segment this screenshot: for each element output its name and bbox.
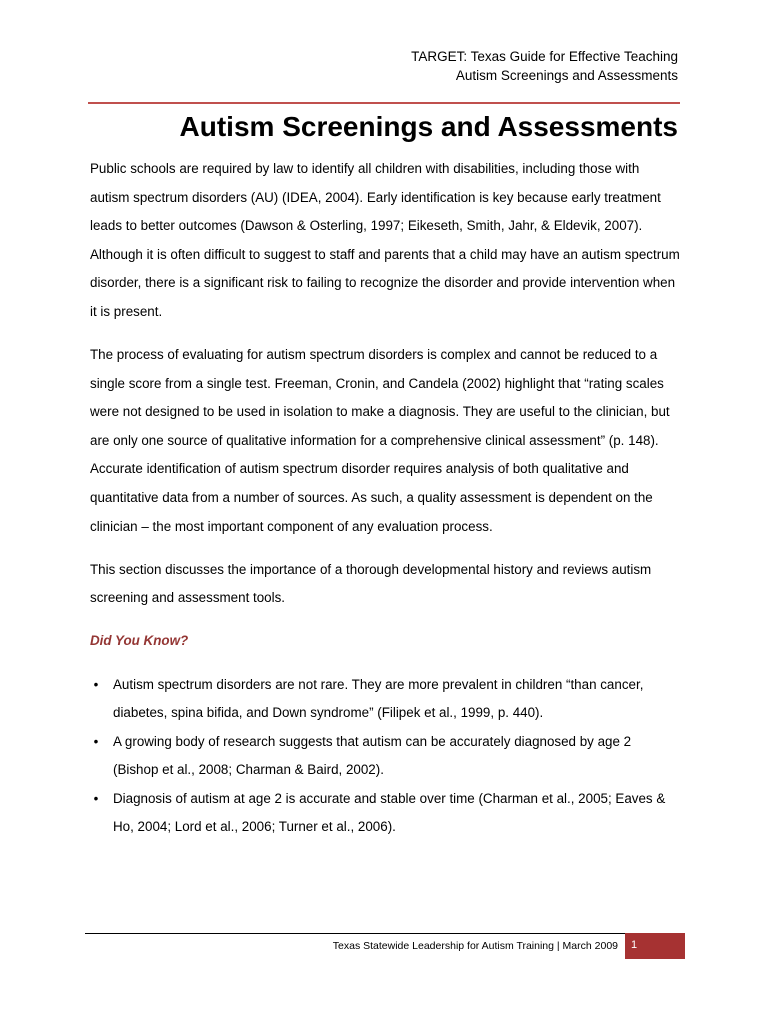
header-line-1: TARGET: Texas Guide for Effective Teaching bbox=[411, 49, 678, 64]
did-you-know-heading: Did You Know? bbox=[90, 633, 189, 649]
list-item-text: A growing body of research suggests that autism can be accurately diagnosed by age 2 (Bishop et al., 2008; Charman & Baird, 2002). bbox=[113, 733, 632, 778]
list-item bbox=[90, 728, 680, 785]
list-item bbox=[90, 671, 680, 728]
running-header bbox=[411, 47, 678, 85]
paragraph-section-overview: This section discusses the importance of a thorough developmental history and reviews autism screening and assessment tools. bbox=[90, 561, 652, 606]
list-item bbox=[90, 785, 680, 842]
did-you-know-list bbox=[90, 671, 680, 843]
bullet-icon: • bbox=[93, 790, 99, 806]
footer-text: Texas Statewide Leadership for Autism Training | March 2009 bbox=[332, 940, 618, 952]
header-divider bbox=[88, 102, 680, 104]
body-content bbox=[90, 155, 680, 842]
bullet-icon: • bbox=[93, 733, 99, 749]
page-number-badge: 1 bbox=[625, 933, 685, 959]
bullet-icon: • bbox=[93, 676, 99, 692]
list-item-text: Autism spectrum disorders are not rare. They are more prevalent in children “than cancer, diabetes, spina bifida, and Down syndrome” (Filipek et al., 1999, p. 440). bbox=[113, 676, 644, 721]
footer-divider bbox=[85, 933, 625, 934]
page-title: Autism Screenings and Assessments bbox=[179, 111, 678, 142]
list-item-text: Diagnosis of autism at age 2 is accurate and stable over time (Charman et al., 2005; Eaves & Ho, 2004; Lord et al., 2006; Turner et al., 2006). bbox=[113, 790, 666, 835]
header-line-2: Autism Screenings and Assessments bbox=[455, 68, 678, 83]
paragraph-intro: Public schools are required by law to identify all children with disabilities, including those with autism spectrum disorders (AU) (IDEA, 2004). Early identification is key because early treatment leads to better outcomes (Dawson & Osterling, 1997; Eikeseth, Smith, Jahr, & Eldevik, 2007). Although it is often difficult to suggest to staff and parents that a child may have an autism spectrum disorder, there is a significant risk to failing to recognize the disorder and provide intervention when it is present. bbox=[90, 161, 680, 319]
paragraph-process: The process of evaluating for autism spectrum disorders is complex and cannot be reduced to a single score from a single test. Freeman, Cronin, and Candela (2002) highlight that “rating scales were not designed to be used in isolation to make a diagnosis. They are useful to the clinician, but are only one source of qualitative information for a comprehensive clinical assessment” (p. 148). Accurate identification of autism spectrum disorder requires analysis of both qualitative and quantitative data from a number of sources. As such, a quality assessment is dependent on the clinician – the most important component of any evaluation process. bbox=[90, 347, 670, 534]
